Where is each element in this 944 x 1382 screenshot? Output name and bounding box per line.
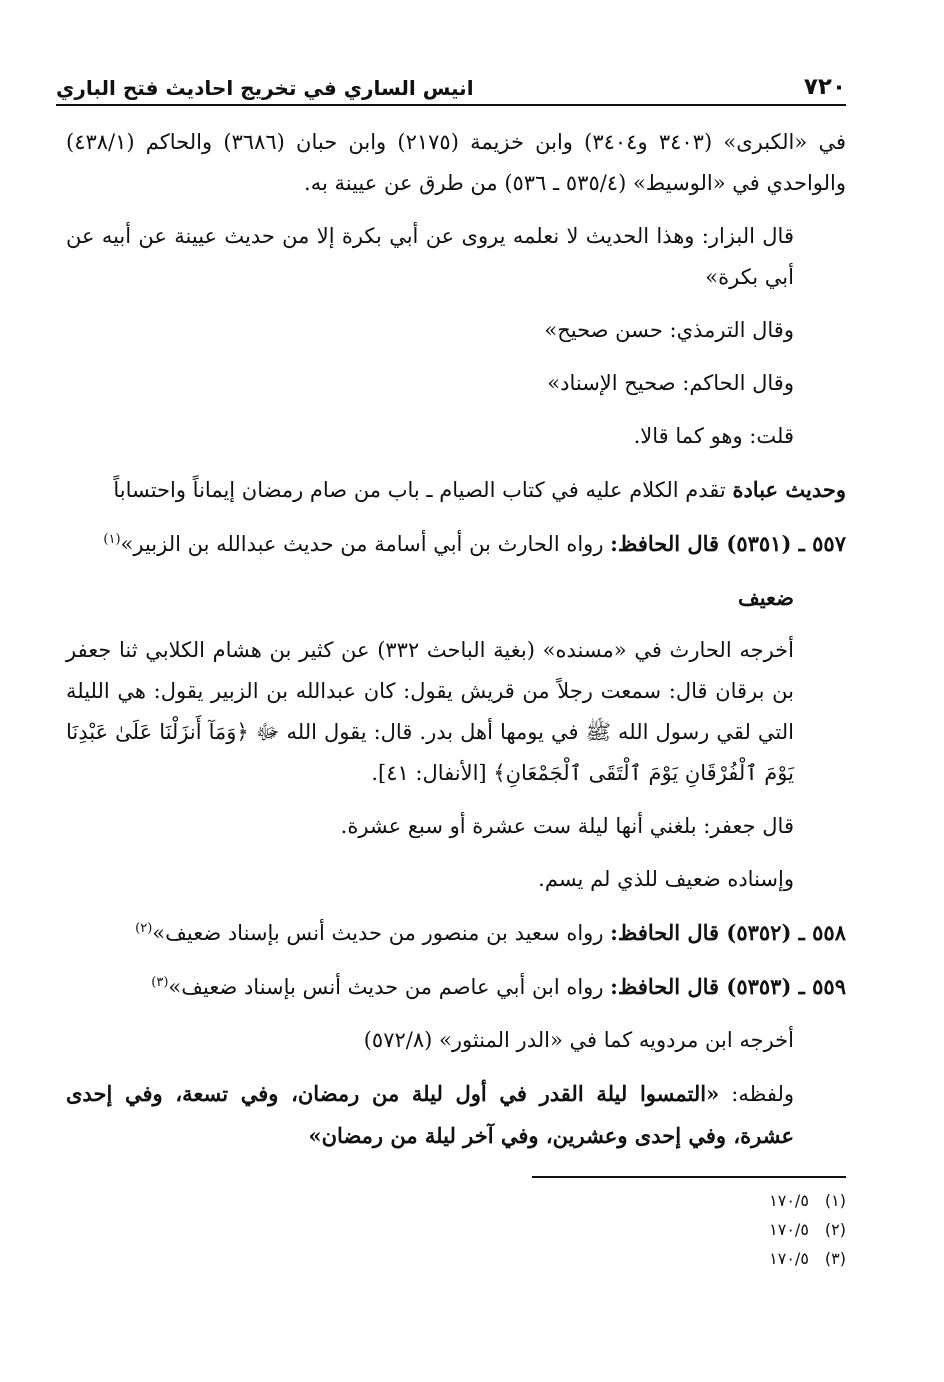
quoted-hadith: «التمسوا ليلة القدر في أول ليلة من رمضان، وفي تسعة، وفي إحدى عشرة، وفي إحدى وعشرين، وفي آخر ليلة من رمضان»	[66, 1081, 794, 1148]
main-text	[66, 122, 846, 1169]
hadith-entry-558	[66, 912, 846, 954]
paragraph: قلت: وهو كما قالا.	[633, 424, 794, 448]
bold-lead: وحديث عبادة	[732, 477, 846, 502]
paragraph: في «الكبرى» (٣٤٠٣ و٣٤٠٤) وابن خزيمة (٢١٧٥) وابن حبان (٣٦٨٦) والحاكم (٤٣٨/١) والواحدي في «الوسيط» (٥٣٥/٤ ـ ٥٣٦) من طرق عن عيينة به.	[66, 130, 846, 195]
paragraph: قال جعفر: بلغني أنها ليلة ست عشرة أو سبع عشرة.	[340, 814, 794, 838]
grading-verdict: ضعيف	[737, 585, 794, 610]
paragraph	[66, 469, 846, 511]
footnote-number: (٣)	[824, 1249, 846, 1268]
entry-heading: ٥٥٩ ـ (٥٣٥٣) قال الحافظ:	[610, 974, 846, 999]
entry-heading: ٥٥٨ ـ (٥٣٥٢) قال الحافظ:	[610, 920, 846, 945]
paragraph: أخرجه الحارث في «مسنده» (بغية الباحث ٣٣٢) عن كثير بن هشام الكلابي ثنا جعفر بن برقان قال: سمعت رجلاً من قريش يقول: كان عبدالله بن الزبير يقول: هي الليلة التي لقي رسول الله ﷺ في يومها أهل بدر. قال: يقول الله ﷻ ﴿وَمَآ أَنزَلْنَا عَلَىٰ عَبْدِنَا يَوْمَ ٱلْفُرْقَانِ يَوْمَ ٱلْتَقَى ٱلْجَمْعَانِ﴾ [الأنفال: ٤١].	[66, 638, 794, 785]
footnote-number: (١)	[824, 1191, 846, 1210]
footnote	[600, 1215, 846, 1244]
entry-text: رواه الحارث بن أبي أسامة من حديث عبدالله بن الزبير»	[120, 532, 611, 556]
footnotes	[600, 1186, 846, 1273]
paragraph-text: ولفظه:	[719, 1082, 794, 1106]
footnote	[600, 1244, 846, 1273]
hadith-entry-559	[66, 966, 846, 1008]
paragraph	[66, 1073, 846, 1157]
entry-heading: ٥٥٧ ـ (٥٣٥١) قال الحافظ:	[610, 531, 846, 556]
footnote-number: (٢)	[824, 1220, 846, 1239]
entry-text: رواه ابن أبي عاصم من حديث أنس بإسناد ضعيف»	[168, 975, 611, 999]
footnote-ref: (١)	[103, 532, 121, 547]
footnote-text: ١٧٠/٥	[769, 1220, 809, 1239]
footnote-divider	[532, 1176, 846, 1178]
paragraph: قال البزار: وهذا الحديث لا نعلمه يروى عن أبي بكرة إلا من حديث عيينة عن أبيه عن أبي بكرة»	[66, 224, 794, 289]
footnote-text: ١٧٠/٥	[769, 1249, 809, 1268]
paragraph: وقال الترمذي: حسن صحيح»	[544, 318, 794, 342]
paragraph-text: تقدم الكلام عليه في كتاب الصيام ـ باب من صام رمضان إيماناً واحتساباً	[113, 478, 733, 502]
paragraph: وإسناده ضعيف للذي لم يسم.	[538, 867, 794, 891]
paragraph: أخرجه ابن مردويه كما في «الدر المنثور» (٥٧٢/٨)	[363, 1028, 794, 1052]
hadith-entry-557	[66, 523, 846, 565]
running-title: انيس الساري في تخريج احاديث فتح الباري	[56, 76, 474, 100]
footnote-ref: (٢)	[135, 921, 153, 936]
page-number: ٧٢٠	[803, 74, 846, 100]
entry-text: رواه سعيد بن منصور من حديث أنس بإسناد ضعيف»	[152, 921, 611, 945]
paragraph: وقال الحاكم: صحيح الإسناد»	[547, 371, 794, 395]
footnote-text: ١٧٠/٥	[769, 1191, 809, 1210]
page-header	[56, 64, 846, 106]
footnote	[600, 1186, 846, 1215]
footnote-ref: (٣)	[151, 975, 169, 990]
